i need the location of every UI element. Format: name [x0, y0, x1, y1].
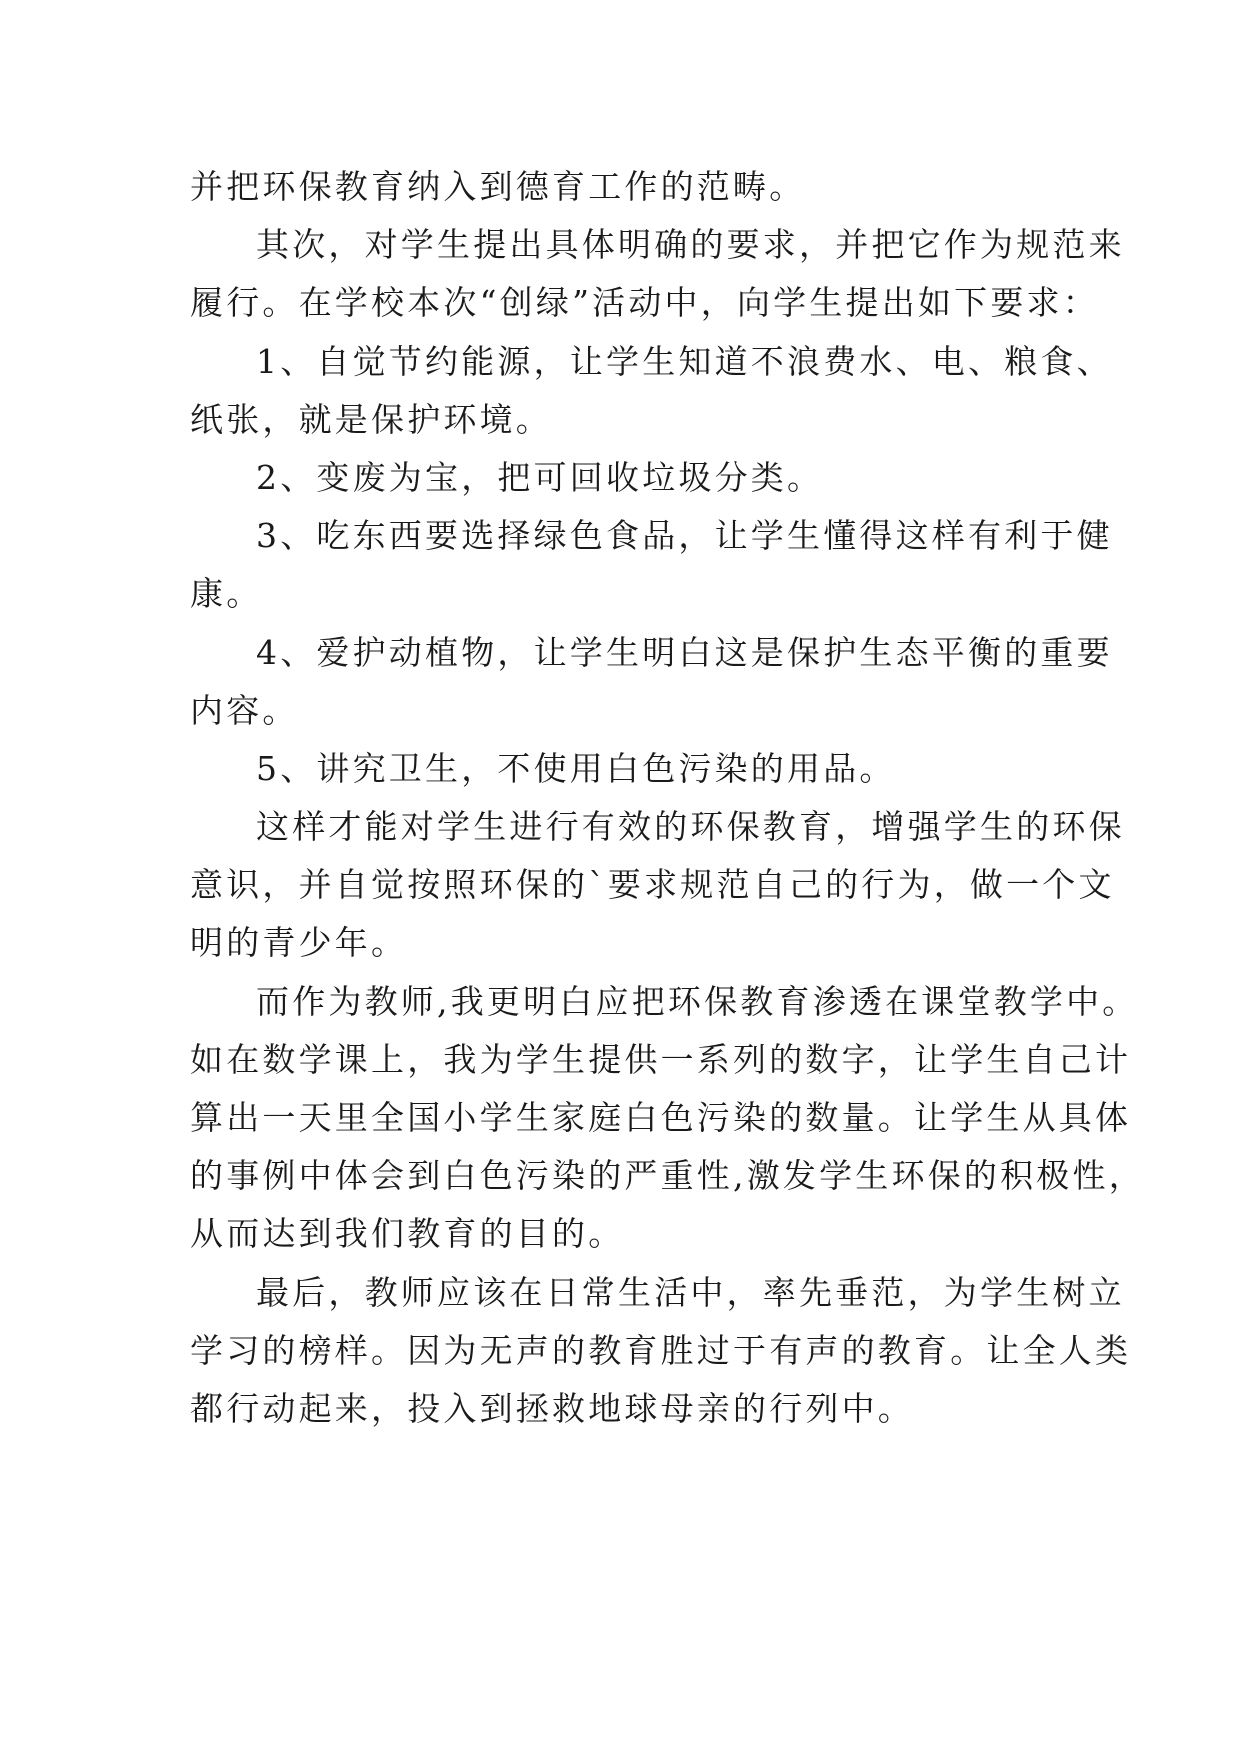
- document-body: [190, 158, 1145, 1438]
- text-line: 算出一天里全国小学生家庭白色污染的数量。让学生从具体: [190, 1098, 1132, 1137]
- text-line: 并把环保教育纳入到德育工作的范畴。: [190, 167, 806, 206]
- text-line: 的事例中体会到白色污染的严重性,激发学生环保的积极性，: [190, 1156, 1145, 1196]
- text-line: 而作为教师,我更明白应把环保教育渗透在课堂教学中。: [256, 981, 1139, 1021]
- text-line: 1、自觉节约能源，让学生知道不浪费水、电、粮食、: [256, 341, 1113, 381]
- text-line: 这样才能对学生进行有效的环保教育，增强学生的环保: [256, 807, 1125, 847]
- text-line: 5、讲究卫生，不使用白色污染的用品。: [256, 748, 896, 788]
- text-line: 其次，对学生提出具体明确的要求，并把它作为规范来: [256, 225, 1125, 265]
- text-line: 学习的榜样。因为无声的教育胜过于有声的教育。让全人类: [190, 1330, 1132, 1370]
- text-line: 意识，并自觉按照环保的`要求规范自己的行为，做一个文: [190, 865, 1115, 905]
- text-line: 最后，教师应该在日常生活中，率先垂范，为学生树立: [256, 1272, 1125, 1312]
- text-line: 4、爱护动植物，让学生明白这是保护生态平衡的重要: [256, 632, 1113, 672]
- text-line: 康。: [190, 574, 263, 614]
- text-line: 都行动起来，投入到拯救地球母亲的行列中。: [190, 1388, 914, 1428]
- text-line: 履行。在学校本次“创绿”活动中，向学生提出如下要求：: [190, 283, 1099, 323]
- text-line: 2、变废为宝，把可回收垃圾分类。: [256, 457, 824, 497]
- text-line: 明的青少年。: [190, 923, 408, 963]
- text-line: 如在数学课上，我为学生提供一系列的数字，让学生自己计: [190, 1039, 1132, 1079]
- text-line: 3、吃东西要选择绿色食品，让学生懂得这样有利于健: [256, 516, 1113, 556]
- text-line: 内容。: [190, 690, 299, 730]
- text-line: 从而达到我们教育的目的。: [190, 1214, 625, 1254]
- text-line: 纸张，就是保护环境。: [190, 399, 552, 439]
